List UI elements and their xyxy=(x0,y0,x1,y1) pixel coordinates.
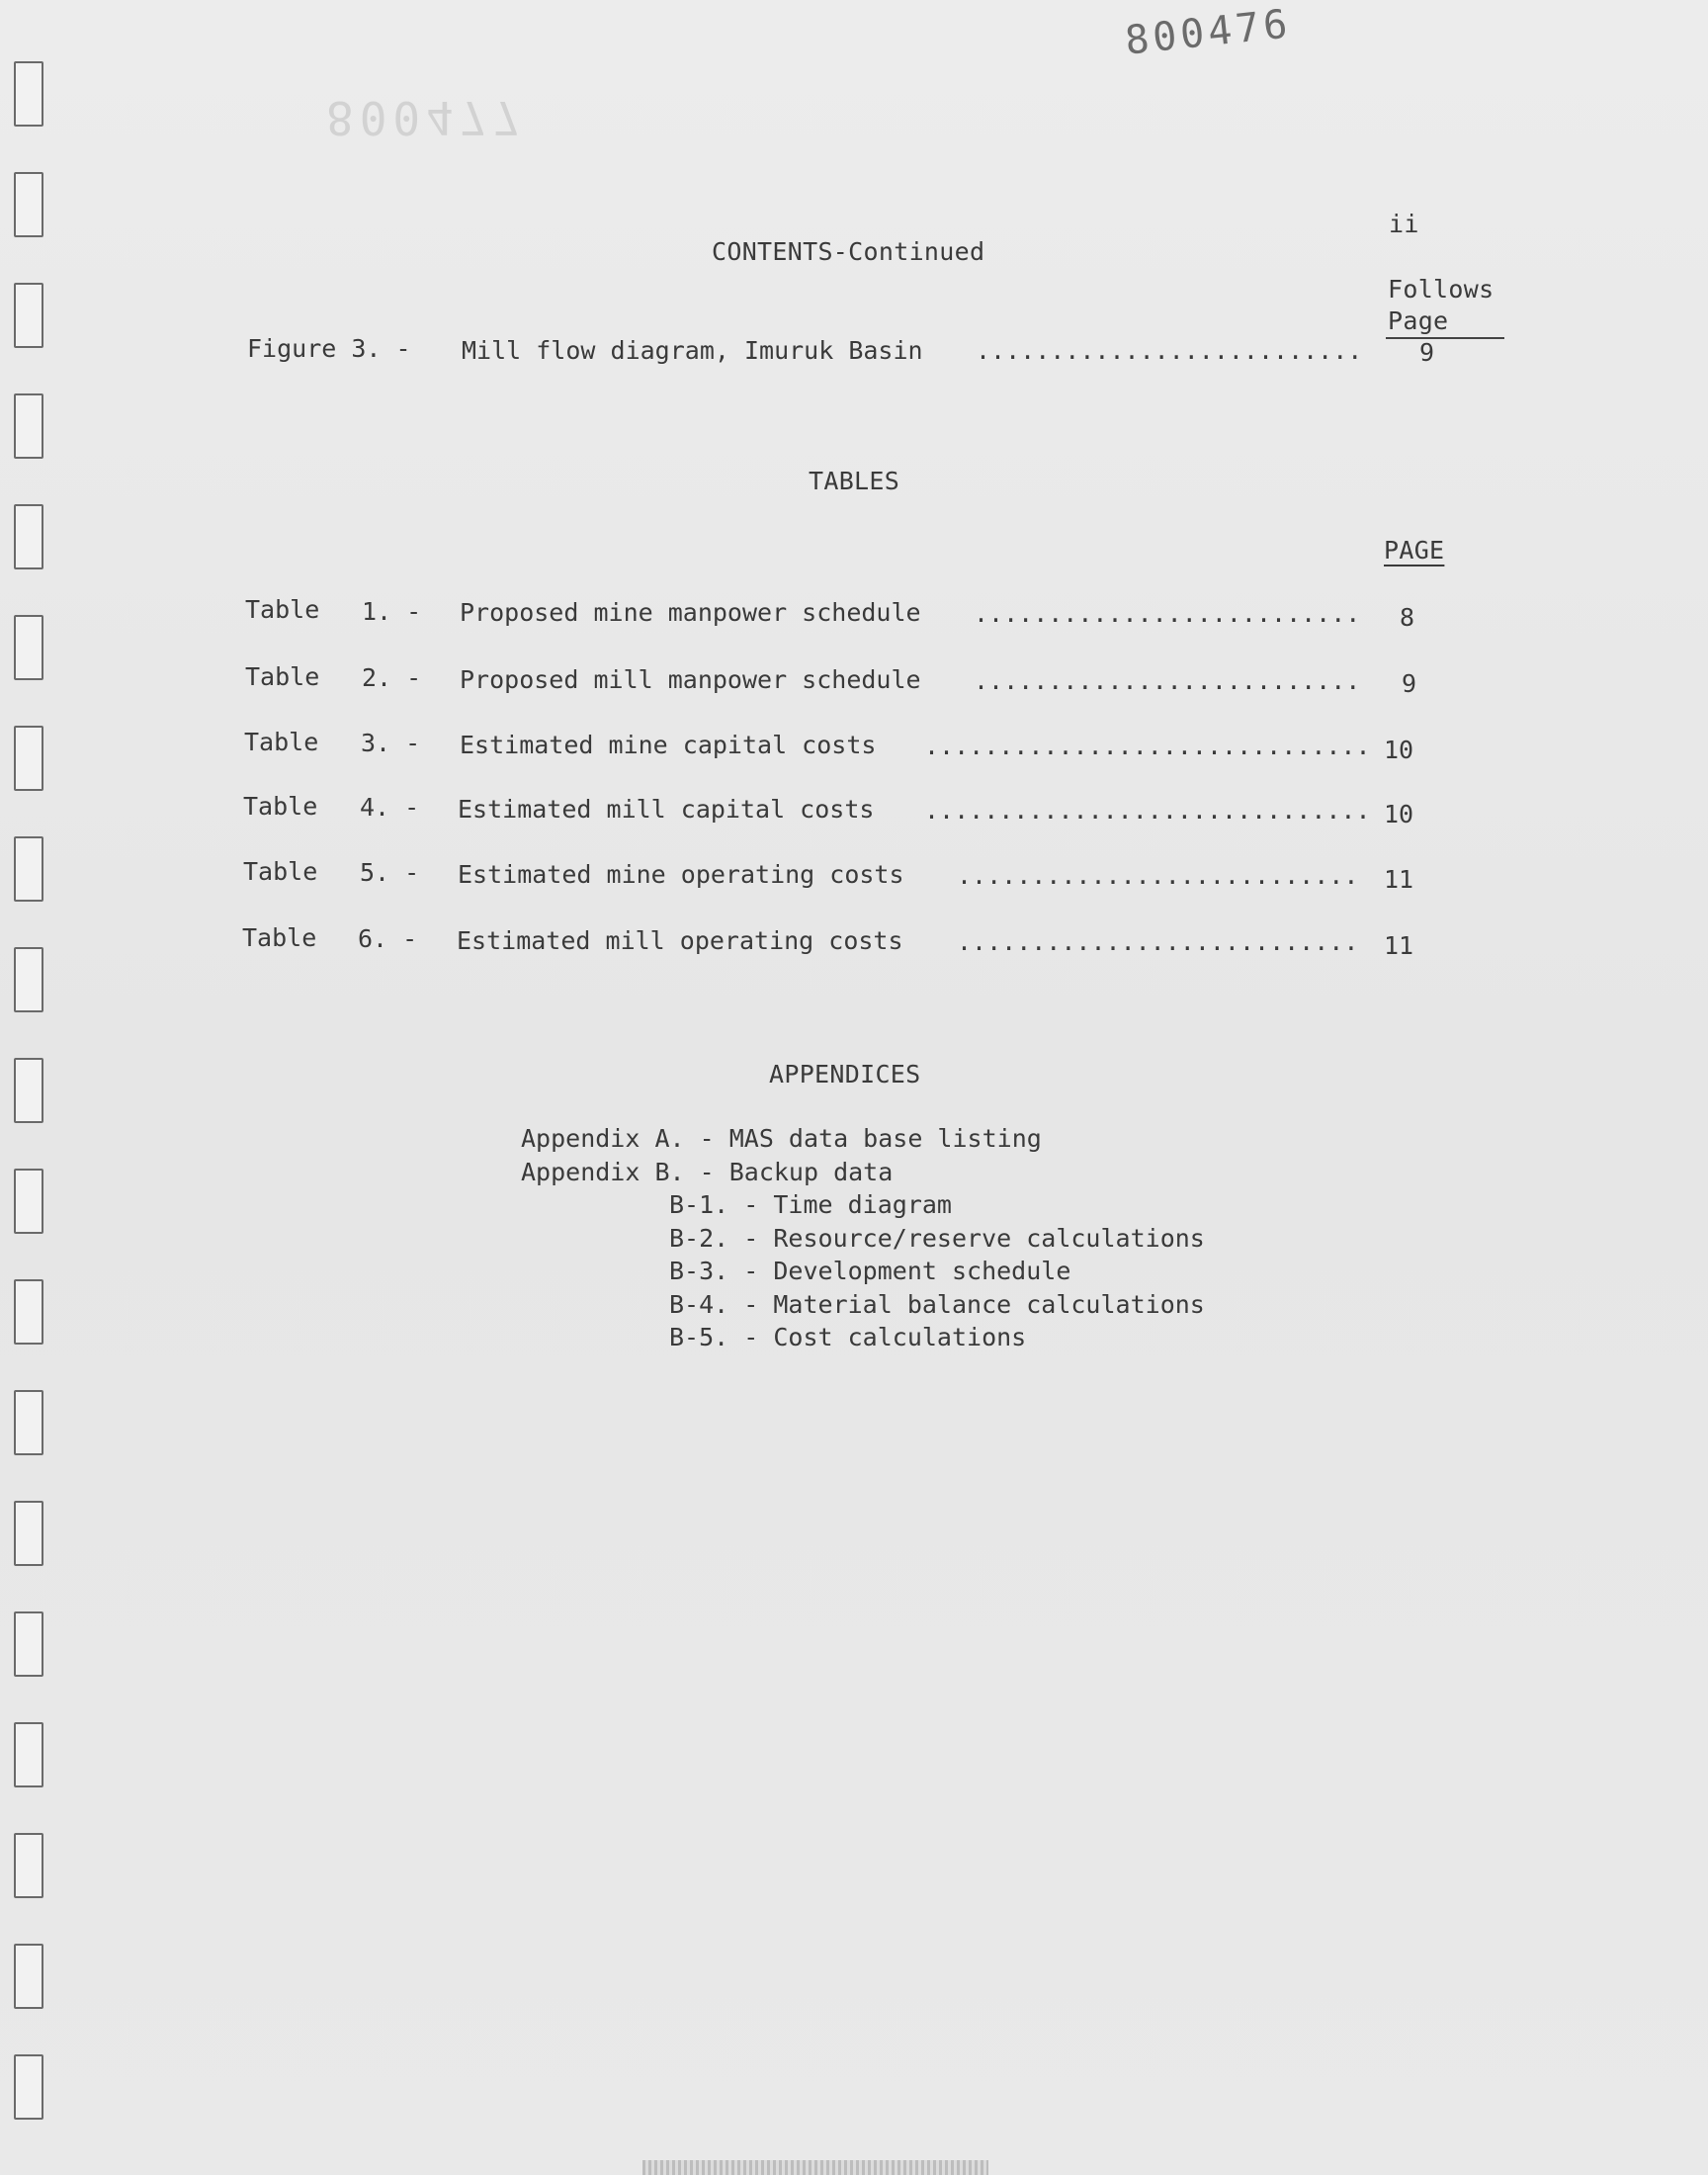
table-title: Estimated mine operating costs xyxy=(458,860,904,889)
binder-hole xyxy=(14,1944,43,2009)
table-number: 6. - xyxy=(358,924,418,953)
table-page: 10 xyxy=(1384,800,1414,828)
document-stamp-number: 800476 xyxy=(1123,1,1294,64)
binder-hole xyxy=(14,1058,43,1123)
table-title: Proposed mine manpower schedule xyxy=(460,598,921,627)
binder-hole xyxy=(14,1169,43,1234)
follows-page-underline xyxy=(1386,337,1504,339)
table-label: Table xyxy=(245,595,320,624)
figure-page: 9 xyxy=(1419,338,1435,367)
table-label: Table xyxy=(243,857,318,886)
scan-edge-artifact xyxy=(642,2160,988,2175)
binder-hole xyxy=(14,283,43,348)
binder-hole xyxy=(14,836,43,902)
table-title: Estimated mill operating costs xyxy=(457,926,903,955)
table-number: 1. - xyxy=(362,597,422,626)
binder-hole xyxy=(14,1611,43,1677)
leader-dots: .......................... xyxy=(974,599,1361,628)
appendices-heading: APPENDICES xyxy=(769,1060,921,1088)
follows-label: Follows xyxy=(1388,275,1494,304)
list-item: B-3. - Development schedule xyxy=(669,1257,1071,1285)
figure-label: Figure 3. - xyxy=(247,334,411,363)
table-number: 4. - xyxy=(360,793,420,822)
table-label: Table xyxy=(242,923,317,952)
table-title: Estimated mine capital costs xyxy=(460,731,877,759)
tables-heading: TABLES xyxy=(809,467,900,495)
leader-dots: .......................... xyxy=(976,336,1363,365)
table-page: 10 xyxy=(1384,736,1414,764)
page-number: ii xyxy=(1389,210,1419,238)
binder-hole xyxy=(14,1833,43,1898)
binder-hole xyxy=(14,393,43,459)
binder-hole xyxy=(14,504,43,569)
list-item: B-4. - Material balance calculations xyxy=(669,1290,1205,1319)
figure-title: Mill flow diagram, Imuruk Basin xyxy=(462,336,923,365)
binder-hole xyxy=(14,61,43,127)
list-item: Appendix B. - Backup data xyxy=(521,1158,894,1186)
table-title: Estimated mill capital costs xyxy=(458,795,875,824)
table-page: 8 xyxy=(1400,603,1415,632)
table-label: Table xyxy=(244,728,319,756)
table-label: Table xyxy=(245,662,320,691)
leader-dots: ........................... xyxy=(957,861,1359,890)
page-column-heading: PAGE xyxy=(1384,536,1445,565)
table-label: Table xyxy=(243,792,318,821)
page-label: Page xyxy=(1388,306,1449,335)
binder-hole xyxy=(14,172,43,237)
table-number: 2. - xyxy=(362,663,422,692)
contents-heading: CONTENTS-Continued xyxy=(712,237,985,266)
list-item: B-1. - Time diagram xyxy=(669,1190,952,1219)
binder-hole xyxy=(14,1279,43,1345)
bleedthrough-stamp-number: 800477 xyxy=(326,91,527,144)
binder-hole xyxy=(14,1390,43,1455)
binder-hole xyxy=(14,726,43,791)
list-item: B-2. - Resource/reserve calculations xyxy=(669,1224,1205,1253)
table-title: Proposed mill manpower schedule xyxy=(460,665,921,694)
binder-hole xyxy=(14,1501,43,1566)
list-item: B-5. - Cost calculations xyxy=(669,1323,1027,1351)
table-number: 3. - xyxy=(361,729,421,757)
table-page: 11 xyxy=(1384,931,1414,960)
binder-hole xyxy=(14,2054,43,2120)
table-page: 9 xyxy=(1402,669,1417,698)
binder-hole xyxy=(14,1722,43,1787)
leader-dots: .............................. xyxy=(924,796,1371,825)
binder-hole xyxy=(14,615,43,680)
binder-hole xyxy=(14,947,43,1012)
leader-dots: .............................. xyxy=(924,732,1371,760)
leader-dots: ........................... xyxy=(957,927,1359,956)
leader-dots: .......................... xyxy=(974,666,1361,695)
table-page: 11 xyxy=(1384,865,1414,894)
table-number: 5. - xyxy=(360,858,420,887)
list-item: Appendix A. - MAS data base listing xyxy=(521,1124,1042,1153)
